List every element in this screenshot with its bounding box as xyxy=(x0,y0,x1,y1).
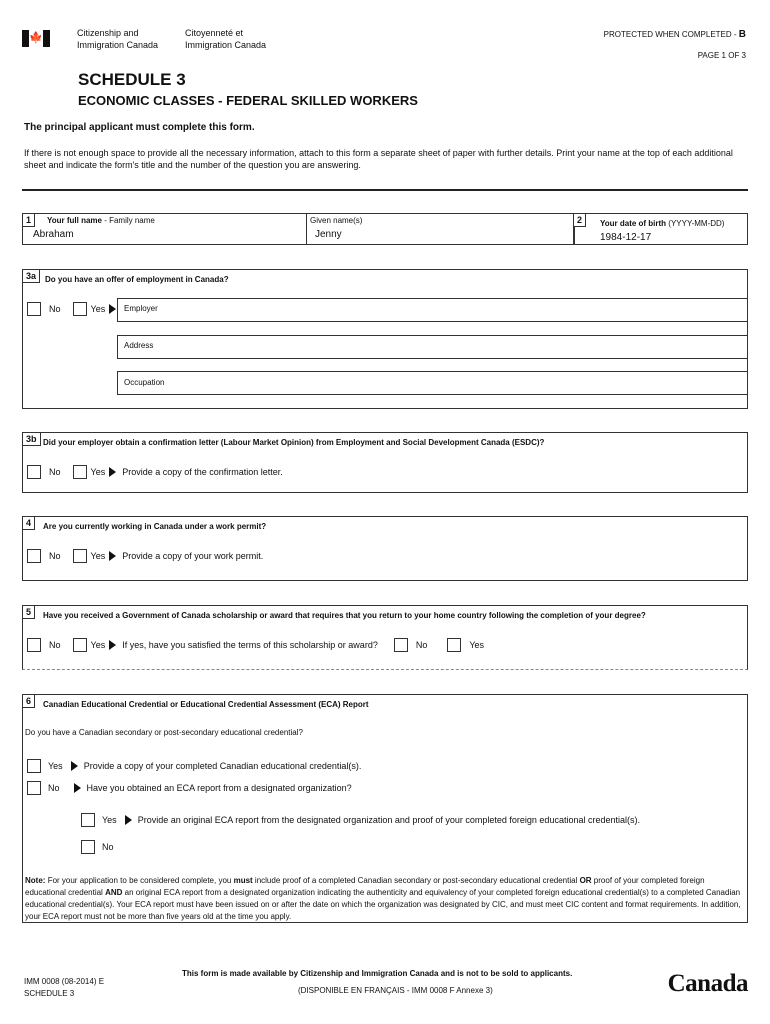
q3b-no-label: No xyxy=(49,467,61,477)
q6-no-label: No xyxy=(48,783,60,793)
page-number: PAGE 1 OF 3 xyxy=(697,51,746,60)
q6-number: 6 xyxy=(22,694,35,708)
canada-flag-icon: 🍁 xyxy=(22,30,50,47)
q6-yes-checkbox[interactable] xyxy=(27,759,41,773)
q6-heading: Canadian Educational Credential or Educational Credential Assessment (ECA) Report xyxy=(43,700,369,709)
footer-notice: This form is made available by Citizenship and Immigration Canada and is not to be sold to applicants. xyxy=(182,969,573,978)
department-name-en: Citizenship and Immigration Canada xyxy=(77,28,159,50)
q6-question: Do you have a Canadian secondary or post-secondary educational credential? xyxy=(25,728,303,737)
q2-number: 2 xyxy=(573,213,586,227)
arrow-right-icon xyxy=(71,761,78,771)
q3b-yes-checkbox[interactable] xyxy=(73,465,87,479)
address-field[interactable] xyxy=(117,335,748,359)
q4-no-checkbox[interactable] xyxy=(27,549,41,563)
q4-no-label: No xyxy=(49,551,61,561)
employer-field[interactable] xyxy=(117,298,748,322)
q1-box xyxy=(22,213,575,245)
q5-followup-yes-label: Yes xyxy=(469,640,485,650)
q4-instruction: Provide a copy of your work permit. xyxy=(122,551,264,561)
q3b-question: Did your employer obtain a confirmation letter (Labour Market Opinion) from Employment and Social Development Canada (ESDC)? xyxy=(43,438,545,447)
given-name-field[interactable]: Jenny xyxy=(315,229,342,240)
date-of-birth-field[interactable]: 1984-12-17 xyxy=(600,232,652,243)
q6-eca-yes-label: Yes xyxy=(102,815,117,825)
q5-followup-no-checkbox[interactable] xyxy=(394,638,408,652)
employer-label: Employer xyxy=(124,304,158,313)
canada-wordmark: Canada xyxy=(667,970,748,997)
q6-eca-question: Have you obtained an ECA report from a designated organization? xyxy=(86,783,352,793)
q3a-no-checkbox[interactable] xyxy=(27,302,41,316)
q3a-question: Do you have an offer of employment in Canada? xyxy=(45,275,229,284)
q5-no-checkbox[interactable] xyxy=(27,638,41,652)
q5-followup-no-label: No xyxy=(415,640,428,650)
q6-yes-label: Yes xyxy=(48,761,63,771)
q5-box xyxy=(22,605,748,670)
intro-text: If there is not enough space to provide all the necessary information, attach to this form a separate sheet of paper with further details. Print your name at the top of each additional sheet and indicate the form's title and the number of the question you are answering. xyxy=(24,148,733,170)
q4-yes-label: Yes xyxy=(90,551,106,561)
q3a-yes-checkbox[interactable] xyxy=(73,302,87,316)
occupation-label: Occupation xyxy=(124,378,165,387)
form-subtitle: ECONOMIC CLASSES - FEDERAL SKILLED WORKERS xyxy=(78,93,418,108)
q6-eca-yes-checkbox[interactable] xyxy=(81,813,95,827)
q1-number: 1 xyxy=(22,213,35,227)
q1-divider xyxy=(306,214,307,244)
q6-box xyxy=(22,694,748,923)
q1-label: Your full name - Family name xyxy=(47,216,155,225)
arrow-right-icon xyxy=(109,467,116,477)
arrow-right-icon xyxy=(74,783,81,793)
q4-question: Are you currently working in Canada under a work permit? xyxy=(43,522,267,531)
family-name-field[interactable]: Abraham xyxy=(33,229,74,240)
q4-yes-checkbox[interactable] xyxy=(73,549,87,563)
q6-note: Note: For your application to be considered complete, you must include proof of a completed Canadian secondary or post-secondary educational credential OR proof of your completed foreign educational credential AND an original ECA report from a designated organization indicating the authenticity and equivalency of your completed foreign educational credential(s) to a completed Canadian educational credential(s). Your ECA report must have been issued on or after the date on which the organization was designated by CIC, and must meet CIC content and format requirements. In addition, your ECA report must not be more than five years old at the time you apply. xyxy=(25,876,741,921)
address-label: Address xyxy=(124,341,154,350)
arrow-right-icon xyxy=(125,815,132,825)
given-name-label: Given name(s) xyxy=(310,216,363,225)
q3b-no-checkbox[interactable] xyxy=(27,465,41,479)
q5-yes-checkbox[interactable] xyxy=(73,638,87,652)
q6-yes-instruction: Provide a copy of your completed Canadian educational credential(s). xyxy=(83,761,362,771)
footer-french: (DISPONIBLE EN FRANÇAIS - IMM 0008 F Annexe 3) xyxy=(298,986,493,995)
q6-eca-no-checkbox[interactable] xyxy=(81,840,95,854)
q4-box xyxy=(22,516,748,581)
q4-number: 4 xyxy=(22,516,35,530)
q5-no-label: No xyxy=(49,640,61,650)
arrow-right-icon xyxy=(109,551,116,561)
section-divider xyxy=(22,189,748,191)
q6-eca-yes-instruction: Provide an original ECA report from the designated organization and proof of your completed foreign educational credential(s). xyxy=(137,815,640,825)
q5-question: Have you received a Government of Canada scholarship or award that requires that you return to your home country following the completion of your degree? xyxy=(43,611,646,620)
q3a-box xyxy=(22,269,748,409)
q3a-number: 3a xyxy=(22,269,40,283)
q3a-no-label: No xyxy=(49,304,61,314)
q3b-yes-label: Yes xyxy=(90,467,106,477)
q5-yes-label: Yes xyxy=(90,640,106,650)
q2-label: Your date of birth (YYYY-MM-DD) xyxy=(600,219,725,228)
q5-followup-yes-checkbox[interactable] xyxy=(447,638,461,652)
schedule-title: SCHEDULE 3 xyxy=(78,70,186,89)
q6-eca-no-label: No xyxy=(102,842,114,852)
q3b-number: 3b xyxy=(22,432,41,446)
protected-label: PROTECTED WHEN COMPLETED - B xyxy=(603,29,746,40)
q3b-box xyxy=(22,432,748,493)
arrow-right-icon xyxy=(109,640,116,650)
q5-followup: If yes, have you satisfied the terms of this scholarship or award? xyxy=(122,640,378,650)
department-name-fr: Citoyenneté et Immigration Canada xyxy=(185,28,267,50)
intro-heading: The principal applicant must complete this form. xyxy=(24,122,255,133)
form-code: IMM 0008 (08-2014) E SCHEDULE 3 xyxy=(24,977,105,998)
occupation-field[interactable] xyxy=(117,371,748,395)
q3b-instruction: Provide a copy of the confirmation letter. xyxy=(122,467,283,477)
q6-no-checkbox[interactable] xyxy=(27,781,41,795)
q3a-yes-label: Yes xyxy=(90,304,106,314)
q2-box xyxy=(573,213,748,245)
arrow-right-icon xyxy=(109,304,116,314)
q5-number: 5 xyxy=(22,605,35,619)
